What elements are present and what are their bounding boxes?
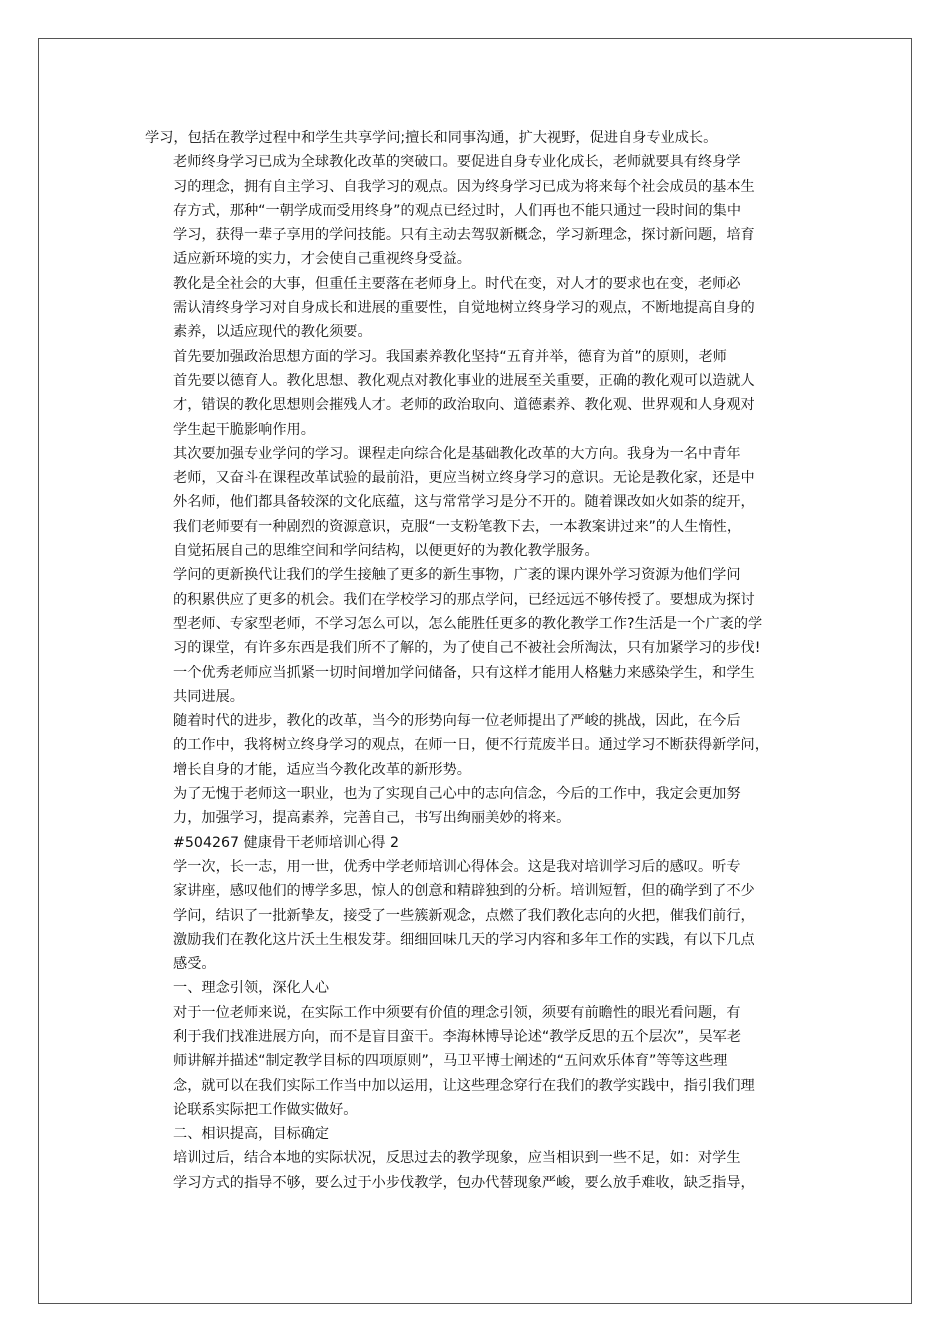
text-line: 教化是全社会的大事，但重任主要落在老师身上。时代在变，对人才的要求也在变，老师必 bbox=[173, 275, 741, 292]
paragraph bbox=[145, 272, 813, 345]
text-line: 念，就可以在我们实际工作当中加以运用，让这些理念穿行在我们的教学实践中，指引我们理 bbox=[173, 1077, 755, 1094]
text-line: 学习，包括在教学过程中和学生共享学问;擅长和同事沟通，扩大视野，促进自身专业成长。 bbox=[145, 130, 718, 146]
text-line: 适应新环境的实力，才会使自己重视终身受益。 bbox=[173, 251, 471, 268]
text-line: 共同进展。 bbox=[173, 688, 244, 705]
text-line: 我们老师要有一种剧烈的资源意识，克服“一支粉笔教下去，一本教案讲过来”的人生惰性， bbox=[173, 518, 742, 535]
document-body bbox=[145, 126, 813, 1195]
text-line: 需认清终身学习对自身成长和进展的重要性，自觉地树立终身学习的观点，不断地提高自身的 bbox=[173, 300, 755, 317]
text-line: 的工作中，我将树立终身学习的观点，在师一日，便不行荒废半日。通过学习不断获得新学问， bbox=[173, 737, 769, 754]
text-line: 习的理念，拥有自主学习、自我学习的观点。因为终身学习已成为将来每个社会成员的基本生 bbox=[173, 178, 755, 195]
text-line: 为了无愧于老师这一职业，也为了实现自己心中的志向信念，今后的工作中，我定会更加努 bbox=[173, 786, 741, 803]
text-line: #504267 健康骨干老师培训心得 2 bbox=[173, 834, 399, 851]
text-line: 存方式，那种“一朝学成而受用终身”的观点已经过时，人们再也不能只通过一段时间的集中 bbox=[173, 202, 742, 219]
paragraph bbox=[145, 1001, 813, 1122]
text-line: 感受。 bbox=[173, 956, 216, 973]
text-line: 学习方式的指导不够，要么过于小步伐教学，包办代替现象严峻，要么放手难收，缺乏指导， bbox=[173, 1174, 755, 1191]
paragraph bbox=[145, 831, 813, 855]
text-line: 习的课堂，有许多东西是我们所不了解的，为了使自己不被社会所淘汰，只有加紧学习的步伐! bbox=[173, 640, 761, 657]
paragraph bbox=[145, 782, 813, 831]
paragraph bbox=[145, 563, 813, 709]
text-line: 力，加强学习，提高素养，完善自己，书写出绚丽美妙的将来。 bbox=[173, 810, 571, 827]
text-line: 素养，以适应现代的教化须要。 bbox=[173, 324, 372, 341]
paragraph bbox=[145, 855, 813, 976]
text-line: 型老师、专家型老师，不学习怎么可以，怎么能胜任更多的教化教学工作?生活是一个广袤的学 bbox=[173, 615, 763, 632]
text-line: 其次要加强专业学问的学习。课程走向综合化是基础教化改革的大方向。我身为一名中青年 bbox=[173, 445, 741, 462]
paragraph bbox=[145, 345, 813, 442]
text-line: 的积累供应了更多的机会。我们在学校学习的那点学问，已经远远不够传授了。要想成为探讨 bbox=[173, 591, 755, 608]
text-line: 二、相识提高，目标确定 bbox=[173, 1126, 330, 1143]
paragraph bbox=[145, 442, 813, 563]
text-line: 增长自身的才能，适应当今教化改革的新形势。 bbox=[173, 761, 471, 778]
paragraph bbox=[145, 126, 813, 150]
text-line: 培训过后，结合本地的实际状况，反思过去的教学现象，应当相识到一些不足，如：对学生 bbox=[173, 1150, 741, 1167]
text-line: 学问，结识了一批新挚友，接受了一些簇新观念，点燃了我们教化志向的火把，催我们前行， bbox=[173, 907, 755, 924]
text-line: 随着时代的进步，教化的改革，当今的形势向每一位老师提出了严峻的挑战，因此，在今后 bbox=[173, 713, 741, 730]
text-line: 首先要以德育人。教化思想、教化观点对教化事业的进展至关重要，正确的教化观可以造就人 bbox=[173, 372, 755, 389]
text-line: 学生起干脆影响作用。 bbox=[173, 421, 315, 438]
text-line: 一个优秀老师应当抓紧一切时间增加学问储备，只有这样才能用人格魅力来感染学生，和学生 bbox=[173, 664, 755, 681]
text-line: 学一次，长一志，用一世，优秀中学老师培训心得体会。这是我对培训学习后的感叹。听专 bbox=[173, 858, 741, 875]
text-line: 老师，又奋斗在课程改革试验的最前沿，更应当树立终身学习的意识。无论是教化家，还是中 bbox=[173, 470, 755, 487]
text-line: 论联系实际把工作做实做好。 bbox=[173, 1101, 358, 1118]
paragraph bbox=[145, 1122, 813, 1146]
text-line: 首先要加强政治思想方面的学习。我国素养教化坚持“五育并举，德育为首”的原则，老师 bbox=[173, 348, 727, 365]
paragraph bbox=[145, 709, 813, 782]
text-line: 自觉拓展自己的思维空间和学问结构，以便更好的为教化教学服务。 bbox=[173, 543, 599, 560]
text-line: 对于一位老师来说，在实际工作中须要有价值的理念引领，须要有前瞻性的眼光看问题，有 bbox=[173, 1004, 741, 1021]
text-line: 才，错误的教化思想则会摧残人才。老师的政治取向、道德素养、教化观、世界观和人身观对 bbox=[173, 397, 755, 414]
text-line: 师讲解并描述“制定教学目标的四项原则”，马卫平博士阐述的“五问欢乐体育”等等这些理 bbox=[173, 1053, 728, 1070]
text-line: 学问的更新换代让我们的学生接触了更多的新生事物，广袤的课内课外学习资源为他们学问 bbox=[173, 567, 741, 584]
text-line: 一、理念引领，深化人心 bbox=[173, 980, 330, 997]
text-line: 家讲座，感叹他们的博学多思，惊人的创意和精辟独到的分析。培训短暂，但的确学到了不少 bbox=[173, 883, 755, 900]
paragraph bbox=[145, 976, 813, 1000]
text-line: 学习，获得一辈子享用的学问技能。只有主动去驾驭新概念，学习新理念，探讨新问题，培育 bbox=[173, 227, 755, 244]
paragraph bbox=[145, 150, 813, 271]
text-line: 外名师，他们都具备较深的文化底蕴，这与常常学习是分不开的。随着课改如火如荼的绽开， bbox=[173, 494, 755, 511]
text-line: 激励我们在教化这片沃土生根发芽。细细回味几天的学习内容和多年工作的实践，有以下几点 bbox=[173, 931, 755, 948]
text-line: 利于我们找准进展方向，而不是盲目蛮干。李海林博导论述“教学反思的五个层次”，吴军老 bbox=[173, 1028, 742, 1045]
paragraph bbox=[145, 1146, 813, 1195]
text-line: 老师终身学习已成为全球教化改革的突破口。要促进自身专业化成长，老师就要具有终身学 bbox=[173, 154, 741, 171]
